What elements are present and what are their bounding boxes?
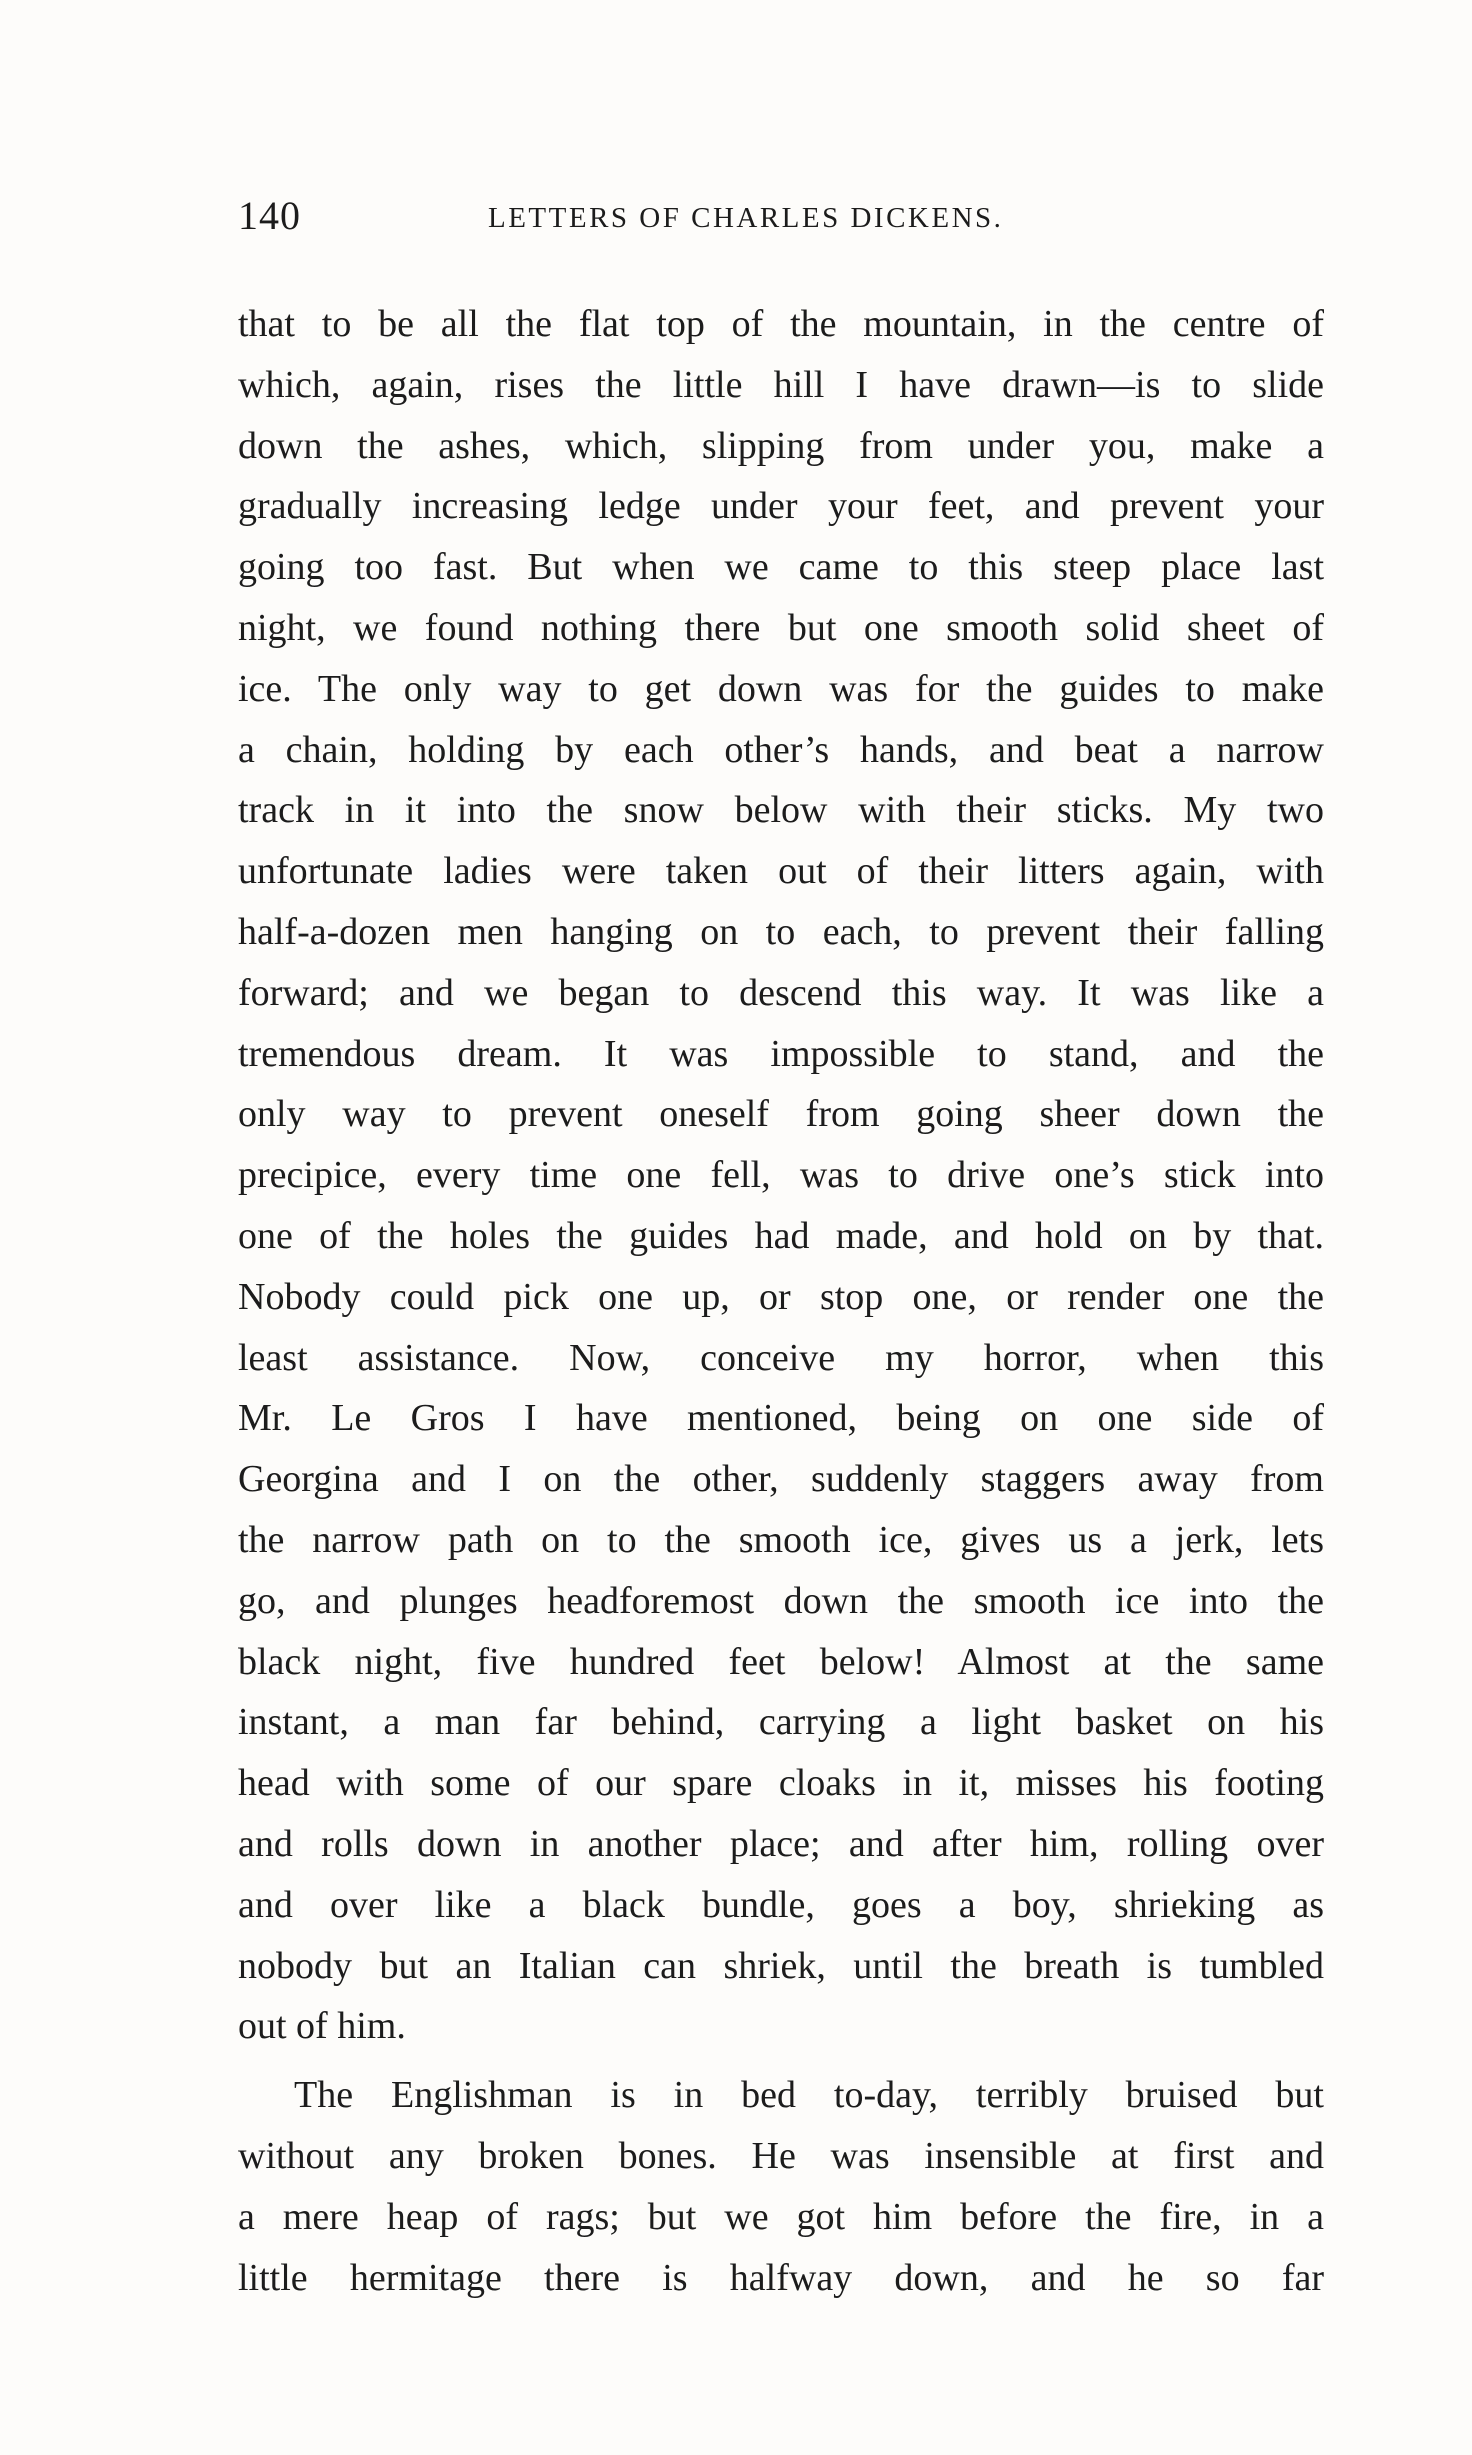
running-head — [238, 192, 1324, 252]
text-line: nobody but an Italian can shriek, until the breath is tumbled — [238, 1944, 1324, 1987]
text-line: half-a-dozen men hanging on to each, to prevent their falling — [238, 910, 1324, 953]
text-line: out of him. — [238, 2005, 406, 2048]
text-line: one of the holes the guides had made, and hold on by that. — [238, 1214, 1324, 1257]
text-line: only way to prevent oneself from going sheer down the — [238, 1093, 1324, 1136]
text-line: down the ashes, which, slipping from under you, make a — [238, 424, 1324, 467]
text-line: which, again, rises the little hill I have drawn—is to slide — [238, 363, 1324, 406]
text-line: a chain, holding by each other’s hands, and beat a narrow — [238, 728, 1324, 771]
text-line: tremendous dream. It was impossible to stand, and the — [238, 1032, 1324, 1075]
text-line: precipice, every time one fell, was to drive one’s stick into — [238, 1154, 1324, 1197]
text-line: unfortunate ladies were taken out of their litters again, with — [238, 850, 1324, 893]
text-line: instant, a man far behind, carrying a light basket on his — [238, 1701, 1324, 1744]
text-line: night, we found nothing there but one smooth solid sheet of — [238, 606, 1324, 649]
text-line: and rolls down in another place; and after him, rolling over — [238, 1822, 1324, 1865]
page-number: 140 — [238, 193, 301, 238]
text-line: without any broken bones. He was insensible at first and — [238, 2134, 1324, 2177]
text-line: and over like a black bundle, goes a boy, shrieking as — [238, 1883, 1324, 1926]
text-line: a mere heap of rags; but we got him before the fire, in a — [238, 2195, 1324, 2238]
text-line: going too fast. But when we came to this steep place last — [238, 546, 1324, 589]
text-line: Mr. Le Gros I have mentioned, being on one side of — [238, 1397, 1324, 1440]
text-line: black night, five hundred feet below! Almost at the same — [238, 1640, 1324, 1683]
text-line: little hermitage there is halfway down, and he so far — [238, 2256, 1324, 2299]
text-line: forward; and we began to descend this way. It was like a — [238, 971, 1324, 1014]
text-line: Georgina and I on the other, suddenly staggers away from — [238, 1458, 1324, 1501]
text-line: ice. The only way to get down was for the guides to make — [238, 667, 1324, 710]
text-line: that to be all the flat top of the mountain, in the centre of — [238, 303, 1324, 345]
body-text — [238, 294, 1324, 2308]
text-line: gradually increasing ledge under your feet, and prevent your — [238, 485, 1324, 528]
paragraph-gap — [238, 2057, 1324, 2065]
text-line: least assistance. Now, conceive my horror, when this — [238, 1336, 1324, 1379]
text-line: the narrow path on to the smooth ice, gives us a jerk, lets — [238, 1518, 1324, 1561]
text-line: go, and plunges headforemost down the smooth ice into the — [238, 1579, 1324, 1622]
paragraph-1 — [238, 294, 1324, 2057]
text-line: head with some of our spare cloaks in it, misses his footing — [238, 1762, 1324, 1805]
paragraph-2 — [238, 2065, 1324, 2308]
running-title: LETTERS OF CHARLES DICKENS. — [488, 202, 1004, 234]
text-line: Nobody could pick one up, or stop one, or render one the — [238, 1275, 1324, 1318]
text-line: The Englishman is in bed to-day, terribly bruised but — [294, 2074, 1324, 2117]
text-line: track in it into the snow below with their sticks. My two — [238, 789, 1324, 832]
